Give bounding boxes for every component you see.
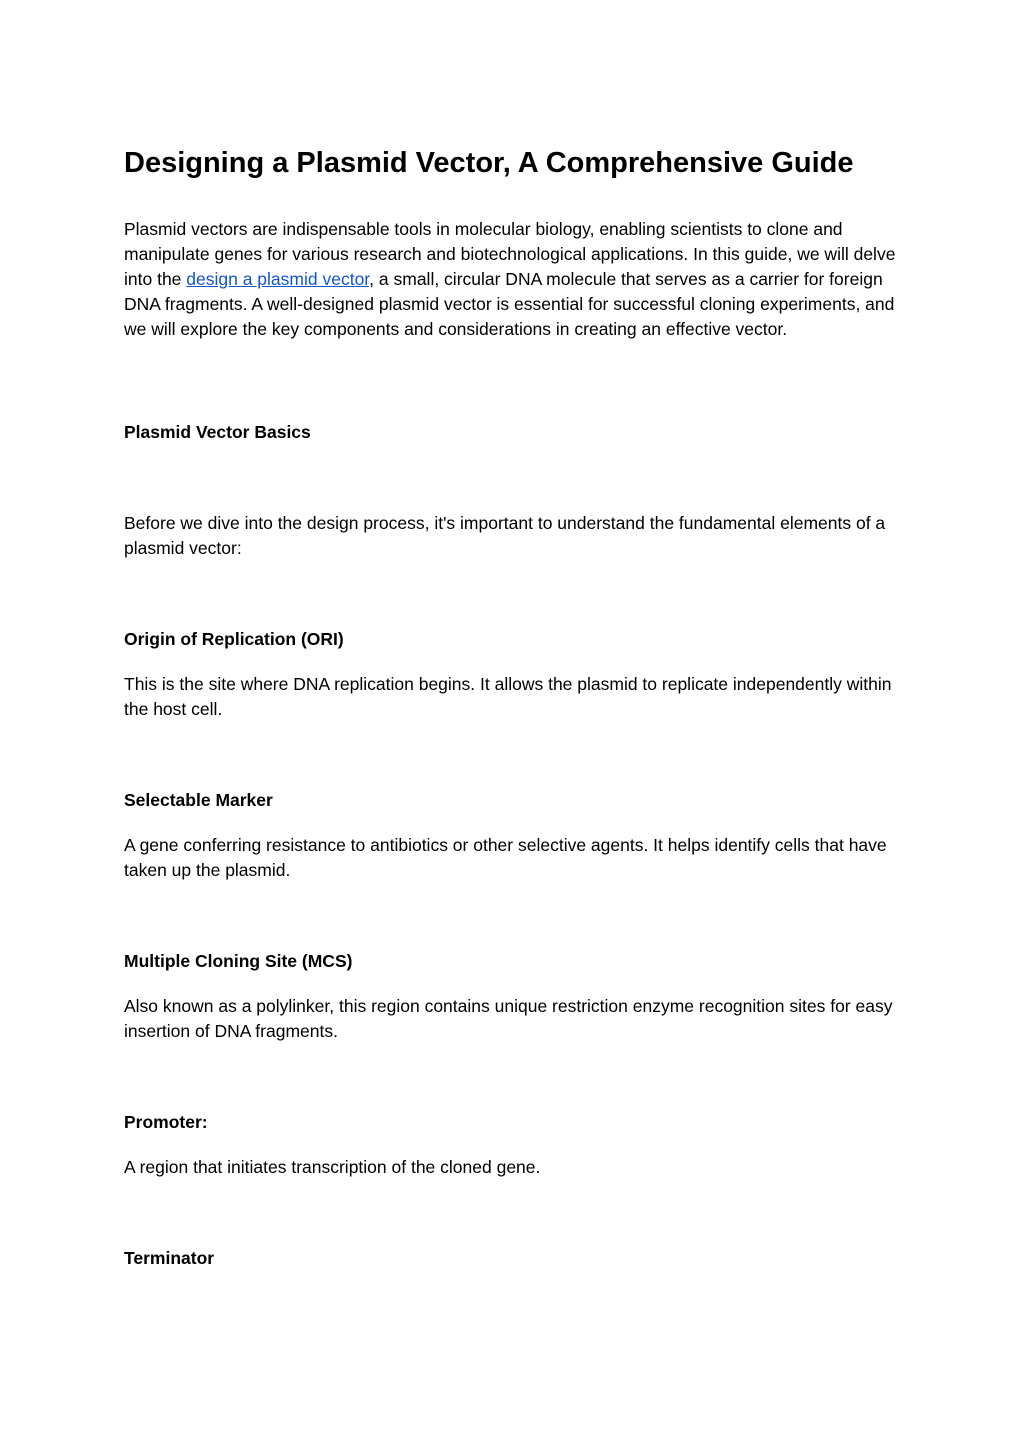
- terminator-heading: Terminator: [124, 1248, 215, 1268]
- basics-paragraph: Before we dive into the design process, it's important to understand the fundamental elements of a plasmid vector:: [124, 513, 886, 558]
- ori-heading: Origin of Replication (ORI): [124, 629, 344, 649]
- page-title: Designing a Plasmid Vector, A Comprehensive Guide: [124, 147, 854, 179]
- document-content: [124, 143, 899, 1271]
- plasmid-vector-link[interactable]: design a plasmid vector: [186, 269, 370, 289]
- basics-heading: Plasmid Vector Basics: [124, 422, 311, 442]
- mcs-heading: Multiple Cloning Site (MCS): [124, 951, 353, 971]
- intro-paragraph: [124, 217, 899, 342]
- selectable-marker-heading: Selectable Marker: [124, 790, 273, 810]
- intro-text-before-link: Plasmid vectors are indispensable tools in molecular biology, enabling scientists to clone and manipulate genes for various research and biotechnological applications. In this guide, we will delve into the: [124, 219, 896, 289]
- ori-paragraph: This is the site where DNA replication begins. It allows the plasmid to replicate independently within the host cell.: [124, 674, 892, 719]
- promoter-heading: Promoter:: [124, 1112, 208, 1132]
- promoter-paragraph: A region that initiates transcription of the cloned gene.: [124, 1157, 541, 1177]
- intro-text-after-link: , a small, circular DNA molecule that serves as a carrier for foreign DNA fragments. A well-designed plasmid vector is essential for successful cloning experiments, and we will explore the key components and considerations in creating an effective vector.: [124, 269, 895, 339]
- selectable-marker-paragraph: A gene conferring resistance to antibiotics or other selective agents. It helps identify cells that have taken up the plasmid.: [124, 835, 887, 880]
- mcs-paragraph: Also known as a polylinker, this region contains unique restriction enzyme recognition sites for easy insertion of DNA fragments.: [124, 996, 893, 1041]
